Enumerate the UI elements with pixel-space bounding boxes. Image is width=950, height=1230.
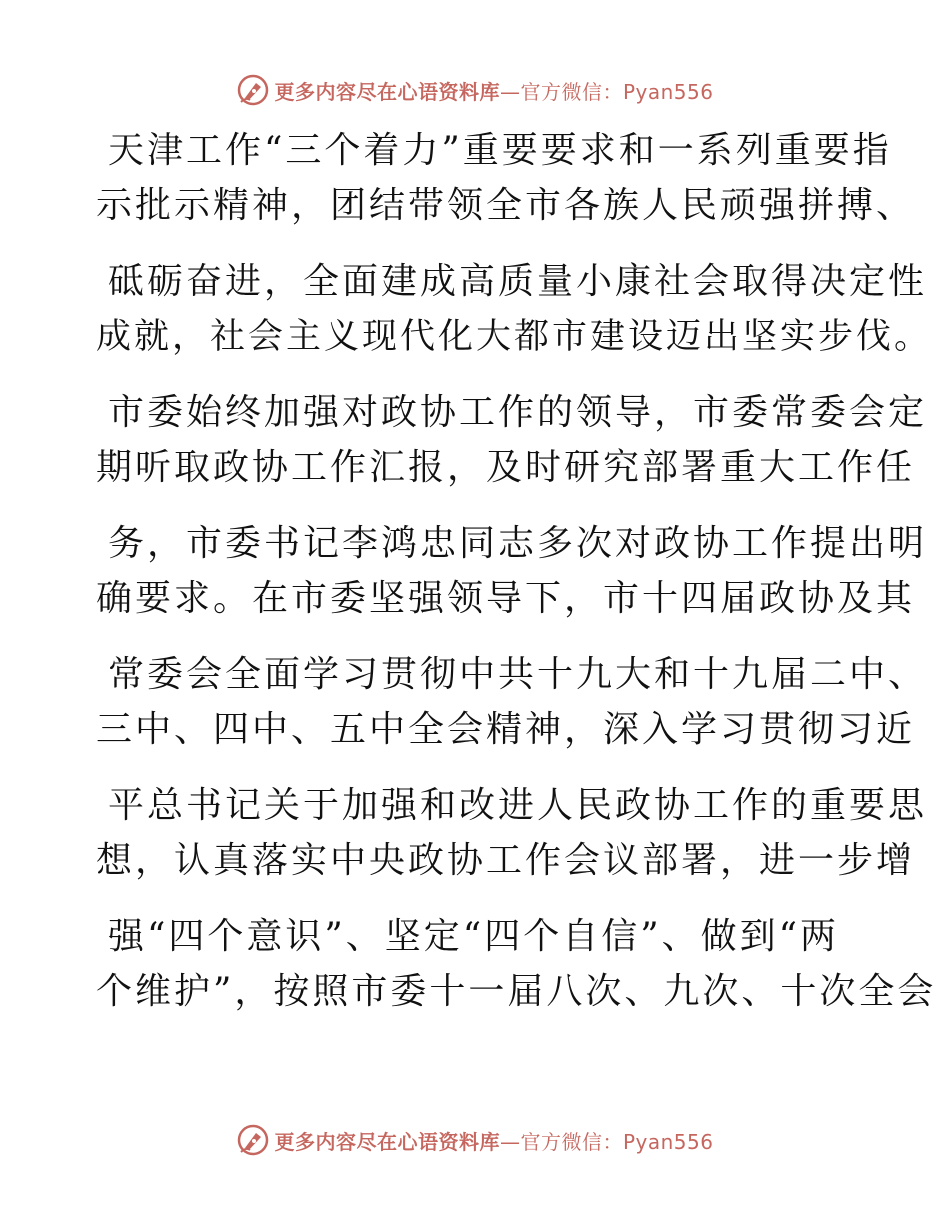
body-line: 市委始终加强对政协工作的领导，市委常委会定 [108, 392, 928, 433]
watermark-main-text: 更多内容尽在心语资料库 [274, 1129, 500, 1154]
watermark-wechat-text: 官方微信：Pyan556 [520, 1129, 714, 1154]
header-watermark-banner [0, 70, 950, 110]
body-line: 示批示精神，团结带领全市各族人民顽强拼搏、 [96, 185, 916, 226]
body-line: 个维护”，按照市委十一届八次、九次、十次全会 [96, 971, 937, 1012]
watermark-separator: — [499, 1129, 521, 1154]
body-line: 确要求。在市委坚强领导下，市十四届政协及其 [96, 578, 916, 619]
watermark-main-text: 更多内容尽在心语资料库 [274, 79, 500, 104]
watermark-wechat-text: 官方微信：Pyan556 [520, 79, 714, 104]
body-line: 期听取政协工作汇报，及时研究部署重大工作任 [96, 447, 916, 488]
body-line: 想，认真落实中央政协工作会议部署，进一步增 [96, 840, 916, 881]
footer-watermark-banner [0, 1120, 950, 1160]
body-line: 成就，社会主义现代化大都市建设迈出坚实步伐。 [96, 317, 933, 357]
pen-nib-logo-icon [236, 1123, 270, 1157]
body-line: 务，市委书记李鸿忠同志多次对政协工作提出明 [108, 523, 928, 564]
body-line: 强“四个意识”、坚定“四个自信”、做到“两 [108, 916, 840, 957]
body-line: 砥砺奋进，全面建成高质量小康社会取得决定性 [108, 261, 928, 302]
body-line: 常委会全面学习贯彻中共十九大和十九届二中、 [108, 654, 928, 695]
pen-nib-logo-icon [236, 73, 270, 107]
body-line: 天津工作“三个着力”重要要求和一系列重要指 [108, 130, 892, 171]
watermark-text [274, 76, 713, 105]
body-line: 三中、四中、五中全会精神，深入学习贯彻习近 [96, 709, 916, 750]
watermark-separator: — [499, 79, 521, 104]
watermark-text [274, 1126, 713, 1155]
body-line: 平总书记关于加强和改进人民政协工作的重要思 [108, 785, 928, 826]
